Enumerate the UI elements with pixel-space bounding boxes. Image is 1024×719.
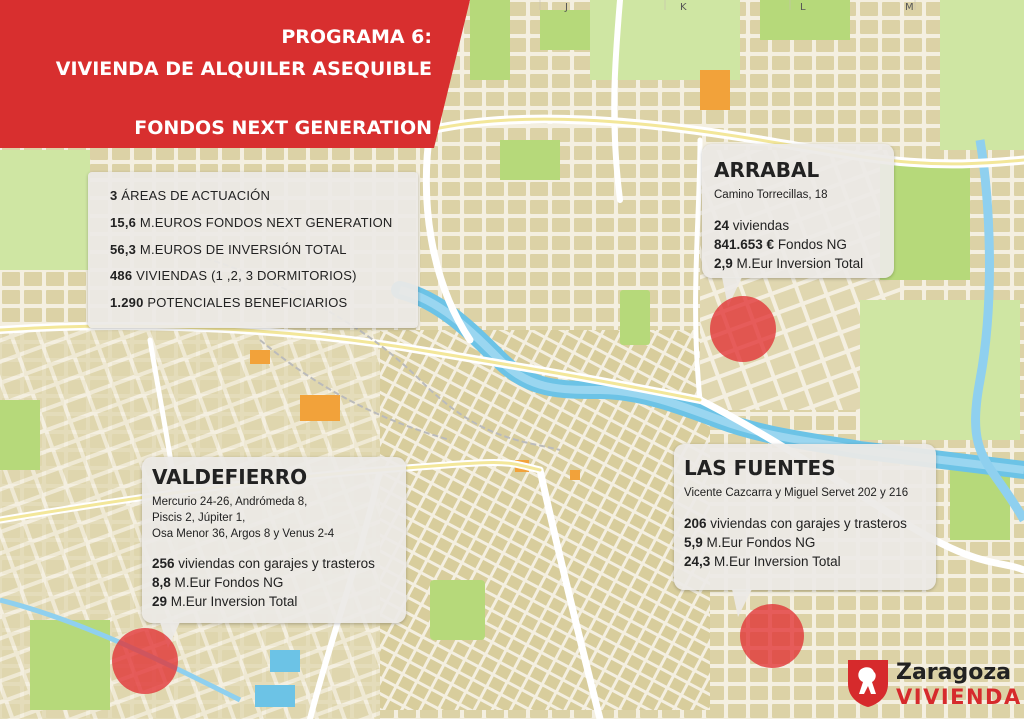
valdefierro-investment: 29 M.Eur Inversion Total (152, 594, 298, 609)
las-fuentes-investment: 24,3 M.Eur Inversion Total (684, 554, 841, 569)
valdefierro-card (142, 457, 406, 623)
funds-title: FONDOS NEXT GENERATION (134, 117, 432, 139)
summary-row: 56,3 M.EUROS DE INVERSIÓN TOTAL (110, 242, 347, 257)
valdefierro-funds: 8,8 M.Eur Fondos NG (152, 575, 284, 590)
grid-label-m: M (905, 2, 914, 13)
grid-label-j: J (565, 2, 568, 13)
zaragoza-vivienda-logo (842, 656, 1022, 710)
las-fuentes-address: Vicente Cazcarra y Miguel Servet 202 y 216 (684, 487, 909, 499)
summary-card (88, 172, 418, 328)
summary-row: 3 ÁREAS DE ACTUACIÓN (110, 188, 271, 203)
las-fuentes-location-marker[interactable] (740, 604, 804, 668)
arrabal-investment: 2,9 M.Eur Inversion Total (714, 256, 864, 271)
valdefierro-address-2: Piscis 2, Júpiter 1, (152, 512, 246, 524)
arrabal-title: ARRABAL (714, 158, 820, 182)
valdefierro-address-3: Osa Menor 36, Argos 8 y Venus 2-4 (152, 528, 335, 540)
arrabal-dwellings: 24 viviendas (714, 218, 790, 233)
logo-line-1: Zaragoza (896, 660, 1012, 685)
program-title: VIVIENDA DE ALQUILER ASEQUIBLE (55, 58, 432, 80)
valdefierro-location-marker[interactable] (112, 628, 178, 694)
arrabal-funds: 841.653 € Fondos NG (714, 237, 847, 252)
grid-label-l: L (800, 2, 806, 13)
summary-row: 1.290 POTENCIALES BENEFICIARIOS (110, 295, 348, 310)
arrabal-address: Camino Torrecillas, 18 (714, 189, 828, 201)
valdefierro-title: VALDEFIERRO (152, 465, 308, 489)
arrabal-card (702, 144, 894, 278)
grid-label-k: K (680, 2, 687, 13)
summary-row: 486 VIVIENDAS (1 ,2, 3 DORMITORIOS) (110, 268, 357, 283)
logo-line-2: VIVIENDA (896, 685, 1022, 709)
valdefierro-dwellings: 256 viviendas con garajes y trasteros (152, 556, 375, 571)
las-fuentes-funds: 5,9 M.Eur Fondos NG (684, 535, 816, 550)
las-fuentes-dwellings: 206 viviendas con garajes y trasteros (684, 516, 907, 531)
summary-row: 15,6 M.EUROS FONDOS NEXT GENERATION (110, 215, 393, 230)
valdefierro-address-1: Mercurio 24-26, Andrómeda 8, (152, 496, 308, 508)
program-number: PROGRAMA 6: (281, 26, 432, 48)
arrabal-location-marker[interactable] (710, 296, 776, 362)
las-fuentes-card (674, 444, 936, 590)
lion-shield-icon (846, 658, 890, 708)
las-fuentes-title: LAS FUENTES (684, 456, 836, 480)
